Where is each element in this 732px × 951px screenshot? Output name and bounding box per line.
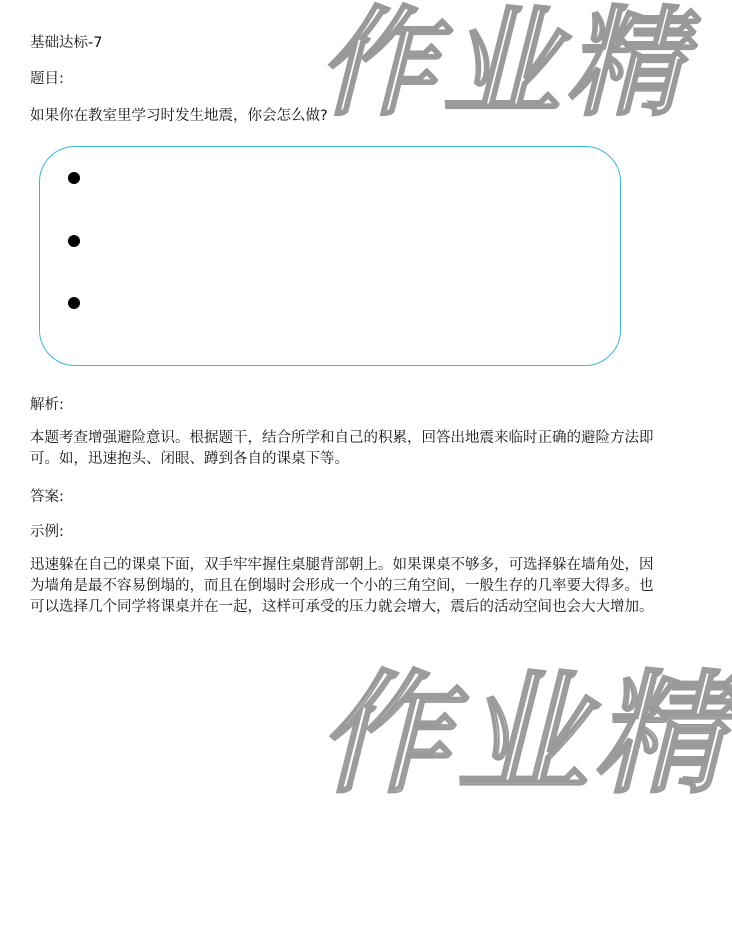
question-label: 题目: (30, 71, 64, 87)
watermark-bottom: 作业精 (318, 658, 732, 812)
section-label: 基础达标-7 (30, 35, 103, 51)
answer-text: 迅速躲在自己的课桌下面，双手牢牢握住桌腿背部朝上。如果课桌不够多，可选择躲在墙角处，因为墙角是最不容易倒塌的，而且在倒塌时会形成一个小的三角空间，一般生存的几率要大得多。也可以选择几个同学将课桌并在一起，这样可承受的压力就会增大，震后的活动空间也会大大增加。 (30, 557, 654, 615)
answer-label: 答案: (30, 489, 64, 505)
question-text: 如果你在教室里学习时发生地震，你会怎么做? (30, 108, 328, 124)
watermark-top: 作业精 (318, 0, 691, 132)
example-label: 示例: (30, 524, 64, 540)
bullet-point (68, 235, 80, 247)
bullet-point (68, 297, 80, 309)
bullet-point (68, 172, 80, 184)
analysis-text: 本题考查增强避险意识。根据题干，结合所学和自己的积累，回答出地震来临时正确的避险方法即可。如，迅速抱头、闭眼、蹲到各自的课桌下等。 (30, 430, 654, 467)
analysis-label: 解析: (30, 397, 64, 413)
answer-box (39, 146, 621, 366)
